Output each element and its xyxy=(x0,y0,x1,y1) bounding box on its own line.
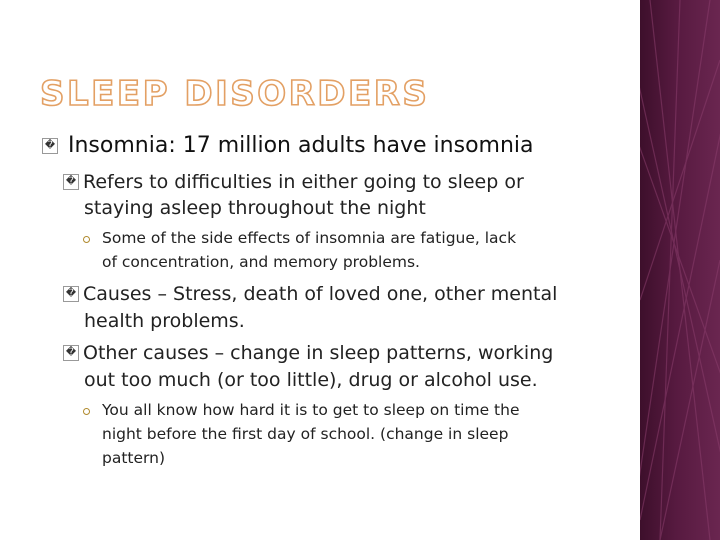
bullet-icon: � xyxy=(42,138,58,154)
bullet-causes-line-2: health problems. xyxy=(84,310,245,332)
slide-title: SLEEP DISORDERS xyxy=(40,74,430,114)
bullet-icon: � xyxy=(63,174,79,190)
bullet-refers-line-2: staying asleep throughout the night xyxy=(84,197,426,219)
bullet-causes-line-1: Causes – Stress, death of loved one, other mental xyxy=(83,283,558,305)
bullet-other-causes-line-2: out too much (or too little), drug or alcohol use. xyxy=(84,369,538,391)
ring-bullet-icon xyxy=(83,408,90,415)
decorative-side-band xyxy=(640,0,720,540)
bullet-refers-line-1: Refers to difficulties in either going to sleep or xyxy=(83,171,524,193)
you-all-know-line-1: You all know how hard it is to get to sleep on time the xyxy=(102,401,520,419)
side-effects-line-2: of concentration, and memory problems. xyxy=(102,253,420,271)
band-pattern xyxy=(640,0,720,540)
ring-bullet-icon xyxy=(83,236,90,243)
bullet-insomnia: Insomnia: 17 million adults have insomnia xyxy=(68,133,534,158)
bullet-icon: � xyxy=(63,345,79,361)
you-all-know-line-3: pattern) xyxy=(102,449,165,467)
bullet-icon: � xyxy=(63,286,79,302)
side-effects-line-1: Some of the side effects of insomnia are fatigue, lack xyxy=(102,229,517,247)
bullet-other-causes-line-1: Other causes – change in sleep patterns, working xyxy=(83,342,554,364)
you-all-know-line-2: night before the first day of school. (change in sleep xyxy=(102,425,509,443)
